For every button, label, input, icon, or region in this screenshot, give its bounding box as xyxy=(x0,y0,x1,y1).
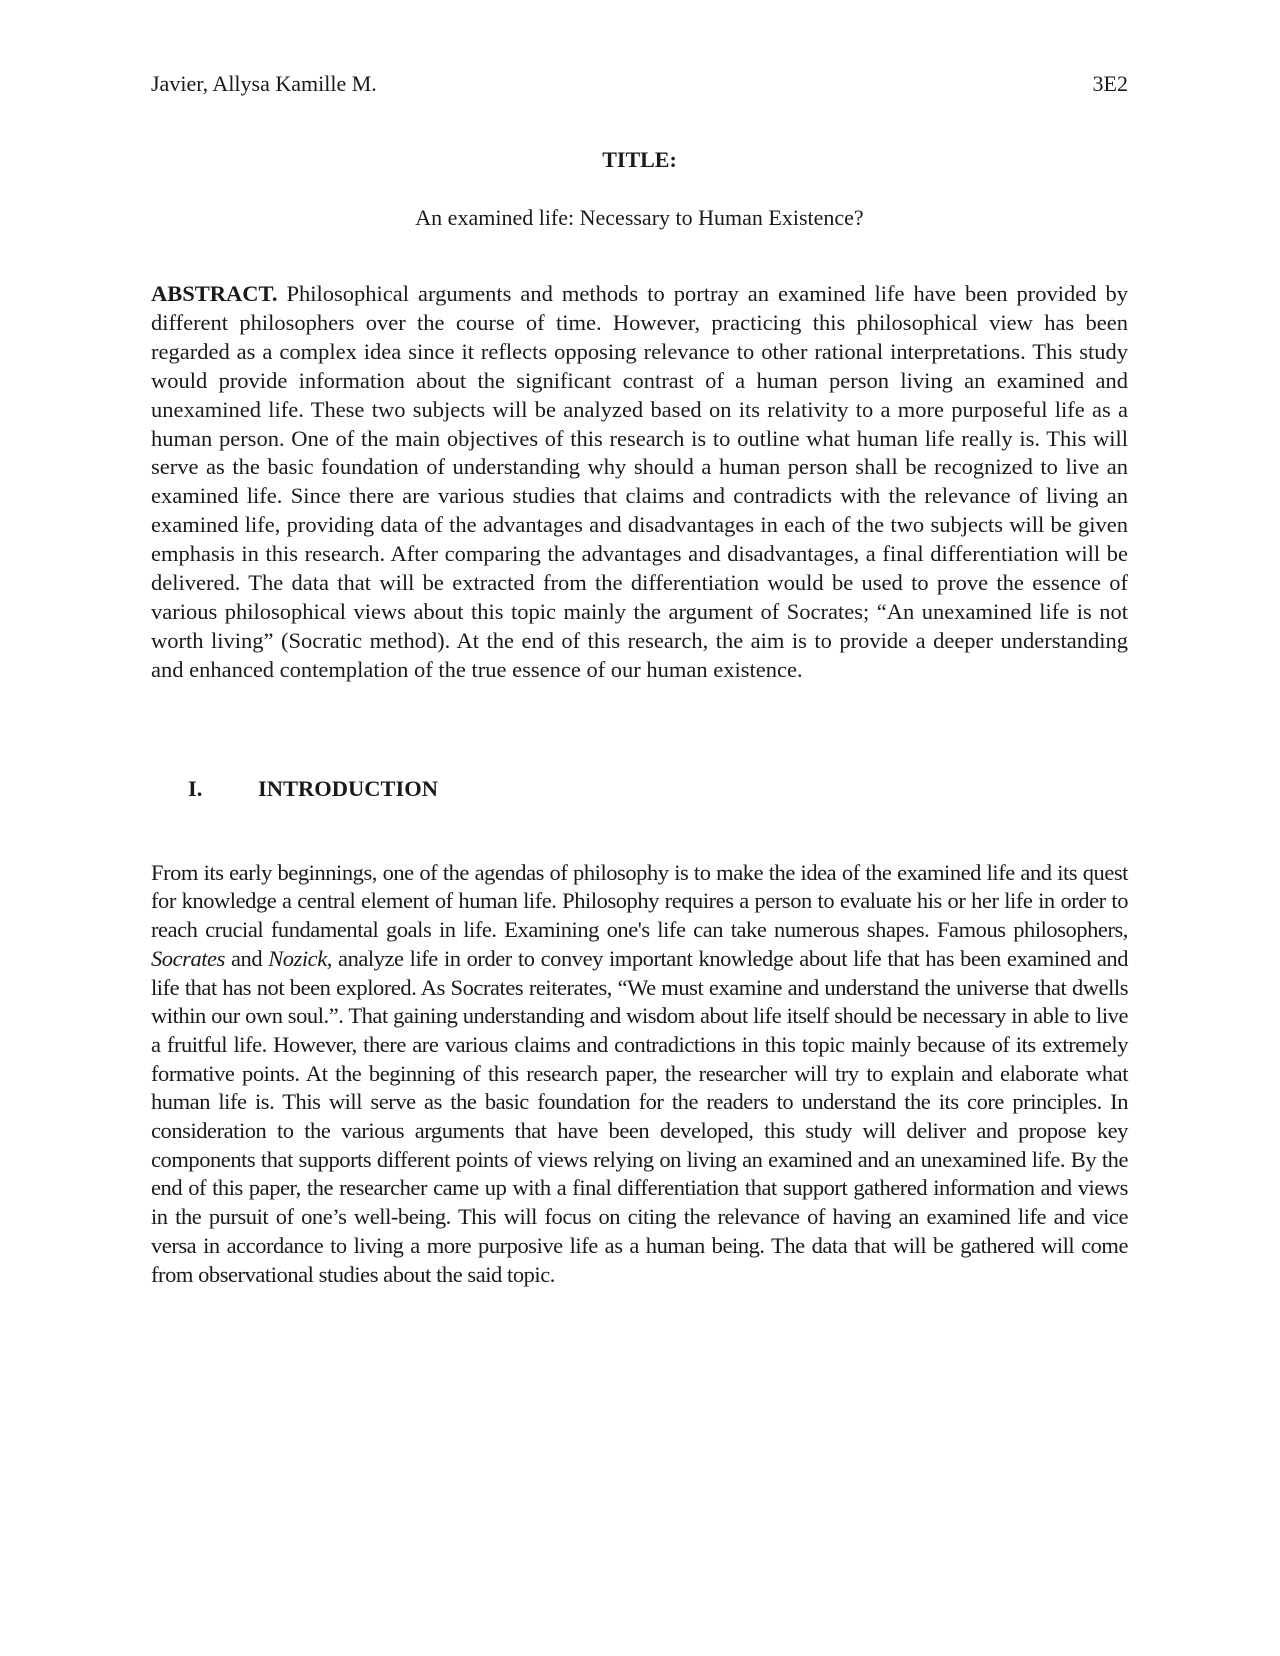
title-label: TITLE: xyxy=(602,147,677,172)
section-title: INTRODUCTION xyxy=(258,775,439,801)
intro-text-2: and xyxy=(224,945,269,971)
intro-text-3: , analyze life in order to convey important knowledge about life that has been examined and life that has not been explored. As Socrates reiterates, “We must examine and understand the universe that dwells within our own soul.”. That gaining understanding and wisdom about life itself should be necessary in able to live a fruitful life. However, there are various claims and contradictions in this topic mainly because of its extremely formative points. At the beginning of this research paper, the researcher will try to explain and elaborate what human life is. This will serve as the basic foundation for the readers to understand the its core principles. In consideration to the various arguments that have been developed, this study will deliver and propose key components that supports different points of views relying on living an examined and an unexamined life. By the end of this paper, the researcher came up with a final differentiation that support gathered information and views in the pursuit of one’s well-being. This will focus on citing the relevance of having an examined life and vice versa in accordance to living a more purposive life as a human being. The data that will be gathered will come from observational studies about the said topic. xyxy=(151,945,1128,1287)
abstract-label: ABSTRACT. xyxy=(151,281,278,306)
philosopher-name-nozick: Nozick xyxy=(268,945,327,971)
document-page xyxy=(151,70,1128,1289)
paper-title: An examined life: Necessary to Human Existence? xyxy=(415,205,864,230)
author-name: Javier, Allysa Kamille M. xyxy=(151,71,377,96)
section-number: I. xyxy=(188,775,203,801)
intro-text-1: From its early beginnings, one of the agendas of philosophy is to make the idea of the examined life and its quest for knowledge a central element of human life. Philosophy requires a person to evaluate his or her life in order to reach crucial fundamental goals in life. Examining one's life can take numerous shapes. Famous philosophers, xyxy=(151,859,1128,943)
abstract-body: Philosophical arguments and methods to portray an examined life have been provided by different philosophers over the course of time. However, practicing this philosophical view has been regarded as a complex idea since it reflects opposing relevance to other rational interpretations. This study would provide information about the significant contrast of a human person living an examined and unexamined life. These two subjects will be analyzed based on its relativity to a more purposeful life as a human person. One of the main objectives of this research is to outline what human life really is. This will serve as the basic foundation of understanding why should a human person shall be recognized to live an examined life. Since there are various studies that claims and contradicts with the relevance of living an examined life, providing data of the advantages and disadvantages in each of the two subjects will be given emphasis in this research. After comparing the advantages and disadvantages, a final differentiation will be delivered. The data that will be extracted from the differentiation would be used to prove the essence of various philosophical views about this topic mainly the argument of Socrates; “An unexamined life is not worth living” (Socratic method). At the end of this research, the aim is to provide a deeper understanding and enhanced contemplation of the true essence of our human existence. xyxy=(151,281,1128,682)
introduction-paragraph xyxy=(151,859,1128,1290)
page-header xyxy=(151,70,1128,98)
introduction-heading xyxy=(151,775,1128,803)
abstract-paragraph xyxy=(151,280,1128,685)
class-section: 3E2 xyxy=(1092,71,1128,96)
philosopher-name-socrates: Socrates xyxy=(151,945,225,971)
